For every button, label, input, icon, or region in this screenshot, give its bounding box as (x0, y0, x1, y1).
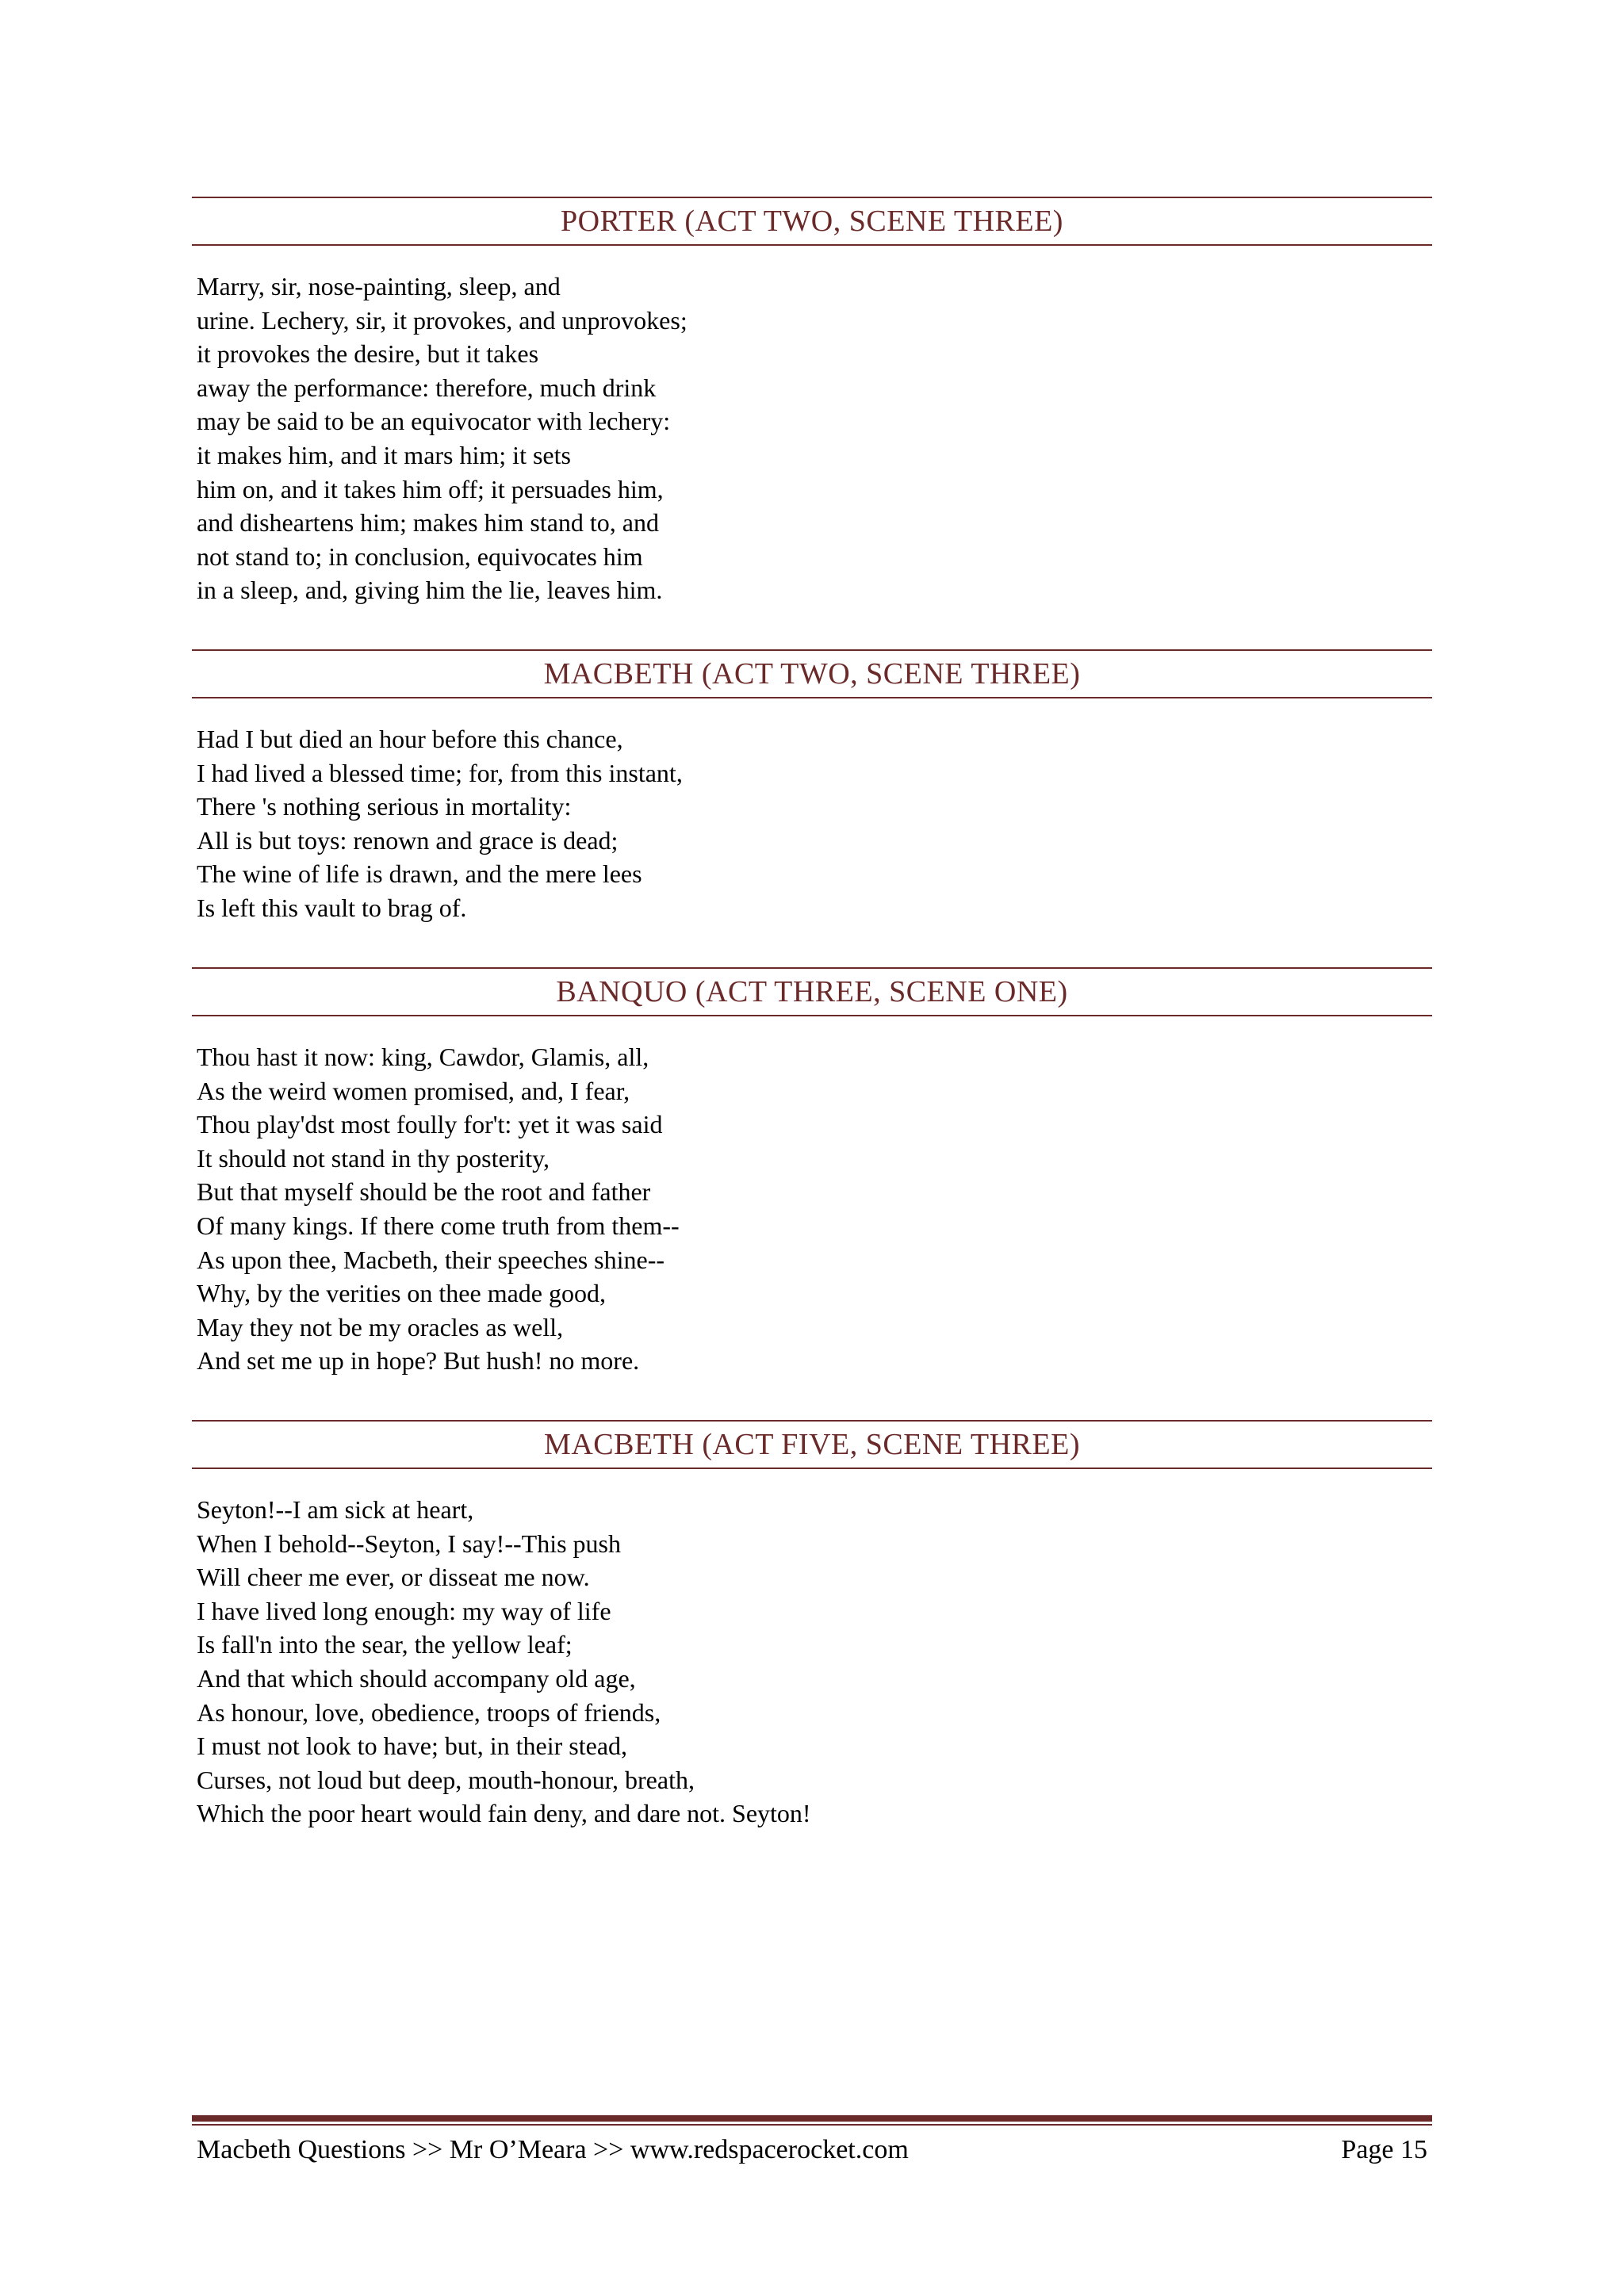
speech-line: in a sleep, and, giving him the lie, leaves him. (197, 576, 663, 605)
speech-line: I must not look to have; but, in their stead, (197, 1732, 628, 1761)
speech-line: Seyton!--I am sick at heart, (197, 1495, 474, 1524)
speech-line: Which the poor heart would fain deny, and dare not. Seyton! (197, 1799, 811, 1828)
speech-line: Why, by the verities on thee made good, (197, 1279, 606, 1308)
speech-line: May they not be my oracles as well, (197, 1312, 564, 1341)
page-number: Page 15 (1341, 2135, 1427, 2164)
speech-line: As the weird women promised, and, I fear, (197, 1076, 630, 1105)
speech-section-macbeth-act-five (192, 1420, 1432, 1831)
speech-line: not stand to; in conclusion, equivocates him (197, 541, 643, 571)
speech-line: And that which should accompany old age, (197, 1663, 636, 1693)
speech-section-porter (192, 197, 1432, 607)
section-heading: MACBETH (ACT TWO, SCENE THREE) (192, 649, 1432, 698)
speech-line: As honour, love, obedience, troops of friends, (197, 1697, 661, 1727)
speech-line: Will cheer me ever, or disseat me now. (197, 1563, 590, 1592)
speech-section-banquo (192, 967, 1432, 1378)
speech-line: urine. Lechery, sir, it provokes, and unprovokes; (197, 305, 688, 335)
speech-text (192, 270, 1432, 607)
speech-line: him on, and it takes him off; it persuades him, (197, 474, 664, 503)
speech-line: As upon thee, Macbeth, their speeches shine-- (197, 1245, 665, 1274)
speech-line: Curses, not loud but deep, mouth-honour, breath, (197, 1765, 695, 1794)
speech-line: away the performance: therefore, much drink (197, 373, 657, 402)
speech-line: It should not stand in thy posterity, (197, 1143, 550, 1173)
footer-rule (192, 2124, 1432, 2126)
speech-text (192, 1493, 1432, 1831)
section-heading: PORTER (ACT TWO, SCENE THREE) (192, 197, 1432, 246)
speech-line: But that myself should be the root and father (197, 1177, 651, 1207)
speech-line: may be said to be an equivocator with lechery: (197, 407, 671, 436)
speech-section-macbeth-act-two (192, 649, 1432, 925)
speech-line: it makes him, and it mars him; it sets (197, 440, 571, 469)
speech-text (192, 722, 1432, 925)
speech-line: Of many kings. If there come truth from them-- (197, 1211, 680, 1240)
footer-rule (192, 2115, 1432, 2122)
section-heading: MACBETH (ACT FIVE, SCENE THREE) (192, 1420, 1432, 1469)
speech-line: There 's nothing serious in mortality: (197, 792, 572, 821)
speech-line: Thou hast it now: king, Cawdor, Glamis, all, (197, 1043, 649, 1071)
speech-line: I have lived long enough: my way of life (197, 1596, 611, 1625)
speech-line: and disheartens him; makes him stand to, and (197, 508, 659, 538)
speech-line: Marry, sir, nose-painting, sleep, and (197, 272, 561, 300)
speech-line: I had lived a blessed time; for, from this instant, (197, 758, 683, 787)
speech-line: Is left this vault to brag of. (197, 893, 467, 922)
speech-line: it provokes the desire, but it takes (197, 339, 539, 369)
speech-line: Is fall'n into the sear, the yellow leaf; (197, 1630, 573, 1659)
section-heading: BANQUO (ACT THREE, SCENE ONE) (192, 967, 1432, 1016)
speech-line: And set me up in hope? But hush! no more. (197, 1346, 640, 1376)
page-footer (192, 2115, 1432, 2170)
speech-line: When I behold--Seyton, I say!--This push (197, 1529, 621, 1558)
speech-line: The wine of life is drawn, and the mere lees (197, 859, 642, 889)
speech-line: All is but toys: renown and grace is dead; (197, 825, 619, 855)
footer-row (192, 2130, 1432, 2170)
speech-text (192, 1040, 1432, 1378)
speech-line: Thou play'dst most foully for't: yet it was said (197, 1110, 663, 1139)
footer-source: Macbeth Questions >> Mr O’Meara >> www.redspacerocket.com (197, 2135, 909, 2164)
speech-line: Had I but died an hour before this chance, (197, 725, 623, 753)
